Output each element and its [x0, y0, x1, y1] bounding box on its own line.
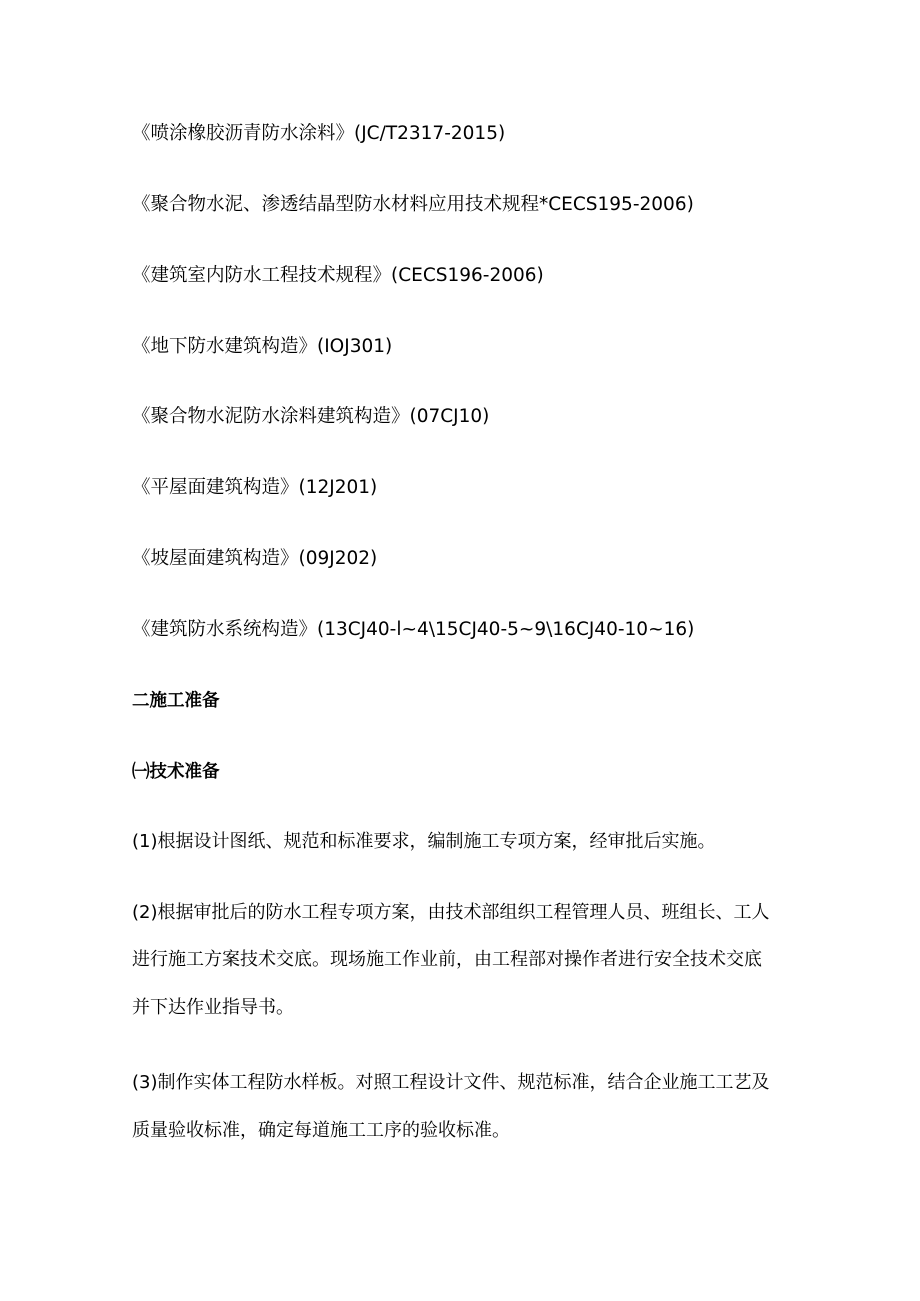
paragraph-3-line-2: 质量验收标准，确定每道施工工序的验收标准。 [132, 1120, 510, 1141]
standard-item: 《聚合物水泥、渗透结晶型防水材料应用技术规程*CECS195-2006) [132, 194, 694, 215]
standard-item: 《地下防水建筑构造》(IOJ301) [132, 336, 393, 357]
section-heading: 二施工准备 [132, 691, 220, 711]
standard-item: 《聚合物水泥防水涂料建筑构造》(07CJ10) [132, 406, 490, 427]
paragraph-2-line-3: 并下达作业指导书。 [132, 997, 294, 1018]
standard-item: 《建筑室内防水工程技术规程》(CECS196-2006) [132, 265, 544, 286]
subsection-heading: ㈠技术准备 [132, 762, 220, 782]
paragraph-3-line-1: (3)制作实体工程防水样板。对照工程设计文件、规范标准，结合企业施工工艺及 [132, 1072, 770, 1093]
standard-item: 《建筑防水系统构造》(13CJ40-l~4\15CJ40-5~9\16CJ40-10~16) [132, 619, 695, 640]
paragraph-1: (1)根据设计图纸、规范和标准要求，编制施工专项方案，经审批后实施。 [132, 831, 716, 852]
standard-item: 《平屋面建筑构造》(12J201) [132, 477, 378, 498]
paragraph-2-line-2: 进行施工方案技术交底。现场施工作业前，由工程部对操作者进行安全技术交底 [132, 949, 762, 970]
standard-item: 《喷涂橡胶沥青防水涂料》(JC/T2317-2015) [132, 123, 506, 144]
paragraph-2-line-1: (2)根据审批后的防水工程专项方案，由技术部组织工程管理人员、班组长、工人 [132, 902, 770, 923]
standard-item: 《坡屋面建筑构造》(09J202) [132, 548, 378, 569]
